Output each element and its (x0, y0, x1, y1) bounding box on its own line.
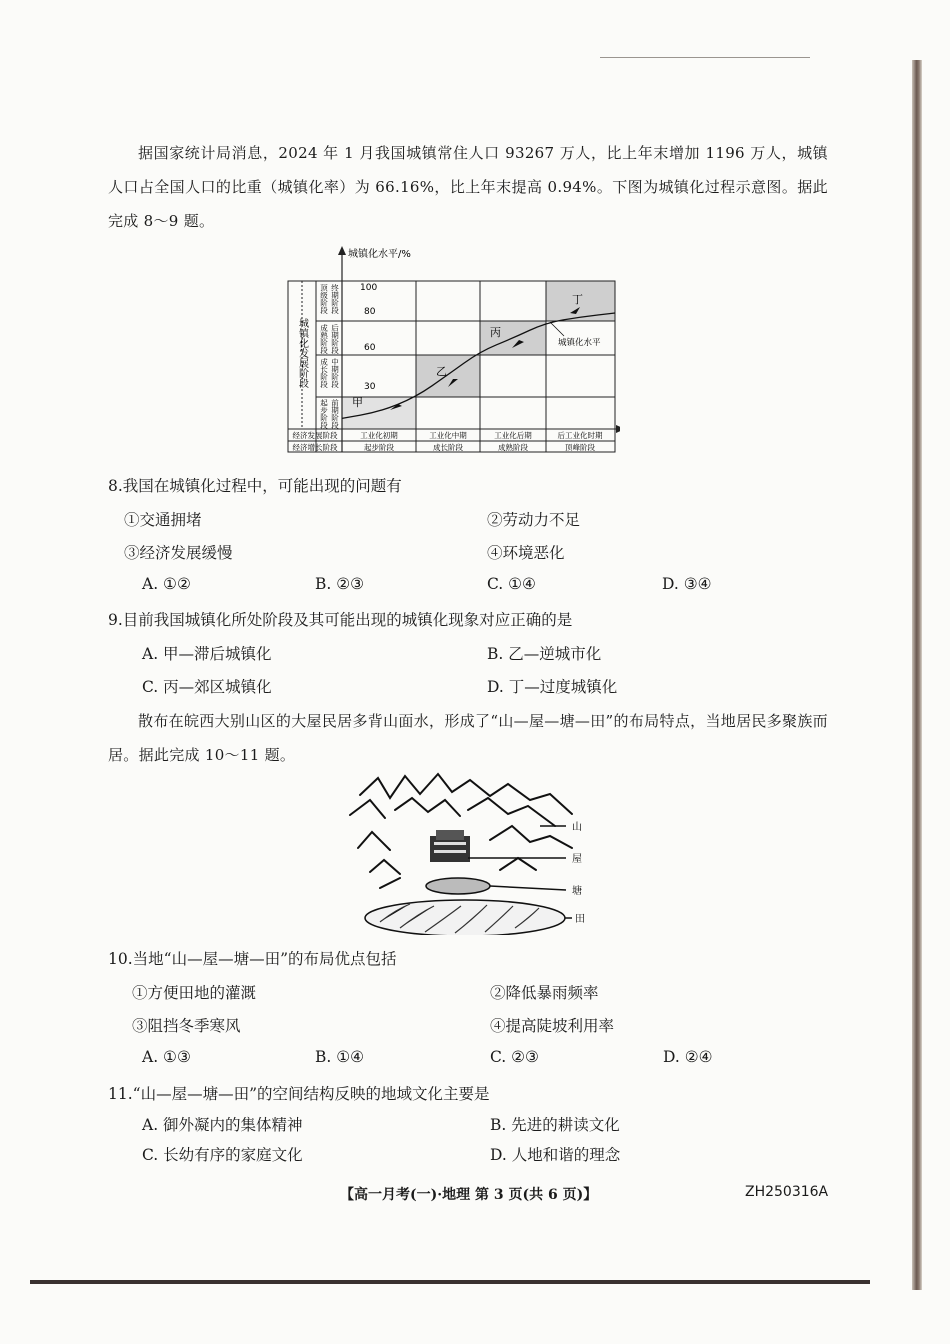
y-tick-80: 80 (364, 307, 376, 317)
urban-stage-label: 起步阶段 (319, 399, 329, 429)
scan-artifact-bottom (30, 1280, 870, 1284)
q11-option-c: C. 长幼有序的家庭文化 (142, 1146, 303, 1164)
q11-option-d: D. 人地和谐的理念 (490, 1146, 621, 1164)
q9-option-c: C. 丙—郊区城镇化 (142, 678, 272, 696)
q9-stem: 9.目前我国城镇化所处阶段及其可能出现的城镇化现象对应正确的是 (108, 611, 573, 629)
field-drawing (365, 900, 565, 935)
q10-item-2: ②降低暴雨频率 (490, 984, 599, 1002)
q10-option-a: A. ①③ (142, 1048, 191, 1066)
q10-option-b: B. ①④ (315, 1048, 365, 1066)
urban-stage-label: 成长阶段 (319, 358, 329, 388)
q9-option-a: A. 甲—滞后城镇化 (142, 645, 272, 663)
q9-option-d: D. 丁—过度城镇化 (487, 678, 618, 696)
region-label-ding: 丁 (572, 293, 583, 306)
y-axis-arrow (338, 246, 346, 255)
y-tick-60: 60 (364, 343, 376, 353)
q8-option-a: A. ①② (142, 575, 191, 593)
q10-item-3: ③阻挡冬季寒风 (132, 1017, 241, 1035)
scan-artifact-edge (912, 60, 922, 1290)
q9-option-b: B. 乙—逆城市化 (487, 645, 602, 663)
row1-cell: 工业化中期 (429, 431, 467, 440)
page-footer: 【高一月考(一)·地理 第 3 页(共 6 页)】 (340, 1187, 598, 1203)
row1-cell: 工业化初期 (360, 431, 398, 440)
left-stage-label: 城镇化发展阶段 (296, 318, 308, 388)
row1-cell: 后工业化时期 (557, 431, 603, 440)
q10-option-c: C. ②③ (490, 1048, 539, 1066)
q11-option-b: B. 先进的耕读文化 (490, 1116, 620, 1134)
row1-label: 经济发展阶段 (292, 431, 338, 440)
urbanization-chart (280, 244, 620, 456)
row2-label: 经济增长阶段 (292, 443, 338, 452)
q8-item-2: ②劳动力不足 (487, 511, 581, 529)
urban-stage-label: 成熟阶段 (319, 324, 329, 354)
passage-dabie: 散布在皖西大别山区的大屋民居多背山面水，形成了“山—屋—塘—田”的布局特点，当地居民多聚族而居。据此完成 10～11 题。 (108, 712, 828, 764)
q10-option-d: D. ②④ (663, 1048, 713, 1066)
sketch-label-house: 屋 (572, 854, 582, 865)
curve-label: 城镇化水平 (558, 338, 601, 348)
q8-option-d: D. ③④ (662, 575, 712, 593)
sketch-label-pond: 塘 (572, 886, 582, 897)
q8-option-c: C. ①④ (487, 575, 536, 593)
row2-cell: 顶峰阶段 (565, 443, 595, 452)
q8-stem: 8.我国在城镇化过程中，可能出现的问题有 (108, 477, 402, 495)
y-tick-100: 100 (360, 283, 378, 293)
y-tick-30: 30 (364, 382, 376, 392)
paper-code: ZH250316A (745, 1184, 829, 1200)
region-label-jia: 甲 (352, 396, 363, 409)
row2-cell: 成长阶段 (433, 443, 463, 452)
q8-option-b: B. ②③ (315, 575, 365, 593)
layout-sketch (340, 770, 590, 935)
period-stage-label: 中期阶段 (330, 358, 340, 388)
house-drawing (430, 830, 470, 862)
region-label-bing: 丙 (490, 326, 501, 339)
period-stage-label: 后期阶段 (330, 324, 340, 354)
passage-urbanization: 据国家统计局消息，2024 年 1 月我国城镇常住人口 93267 万人，比上年末增加 1196 万人，城镇人口占全国人口的比重（城镇化率）为 66.16%，比上年末提高 0.94%。下图为城镇化过程示意图。据此完成 8～9 题。 (108, 144, 828, 230)
period-stage-label: 终期阶段 (330, 284, 340, 314)
q11-stem: 11.“山—屋—塘—田”的空间结构反映的地域文化主要是 (108, 1085, 490, 1103)
q11-option-a: A. 御外凝内的集体精神 (142, 1116, 303, 1134)
row1-cell: 工业化后期 (494, 431, 532, 440)
y-axis-label: 城镇化水平/% (348, 249, 411, 260)
region-label-yi: 乙 (436, 365, 447, 378)
period-stage-label: 前期阶段 (330, 399, 340, 429)
pond-drawing (426, 878, 490, 894)
curve-label-leader (550, 322, 564, 336)
urban-stage-label: 顶级阶段 (319, 284, 329, 314)
q10-stem: 10.当地“山—屋—塘—田”的布局优点包括 (108, 950, 397, 968)
q10-item-1: ①方便田地的灌溉 (132, 984, 257, 1002)
row2-cell: 成熟阶段 (498, 443, 528, 452)
q8-item-4: ④环境恶化 (487, 544, 565, 562)
scan-artifact-top (600, 57, 810, 58)
row2-cell: 起步阶段 (364, 443, 394, 452)
sketch-label-mountain: 山 (572, 822, 582, 833)
x-axis-arrow (616, 425, 620, 433)
q8-item-3: ③经济发展缓慢 (124, 544, 233, 562)
q8-item-1: ①交通拥堵 (124, 511, 202, 529)
q10-item-4: ④提高陡坡利用率 (490, 1017, 615, 1035)
sketch-label-field: 田 (575, 914, 585, 925)
